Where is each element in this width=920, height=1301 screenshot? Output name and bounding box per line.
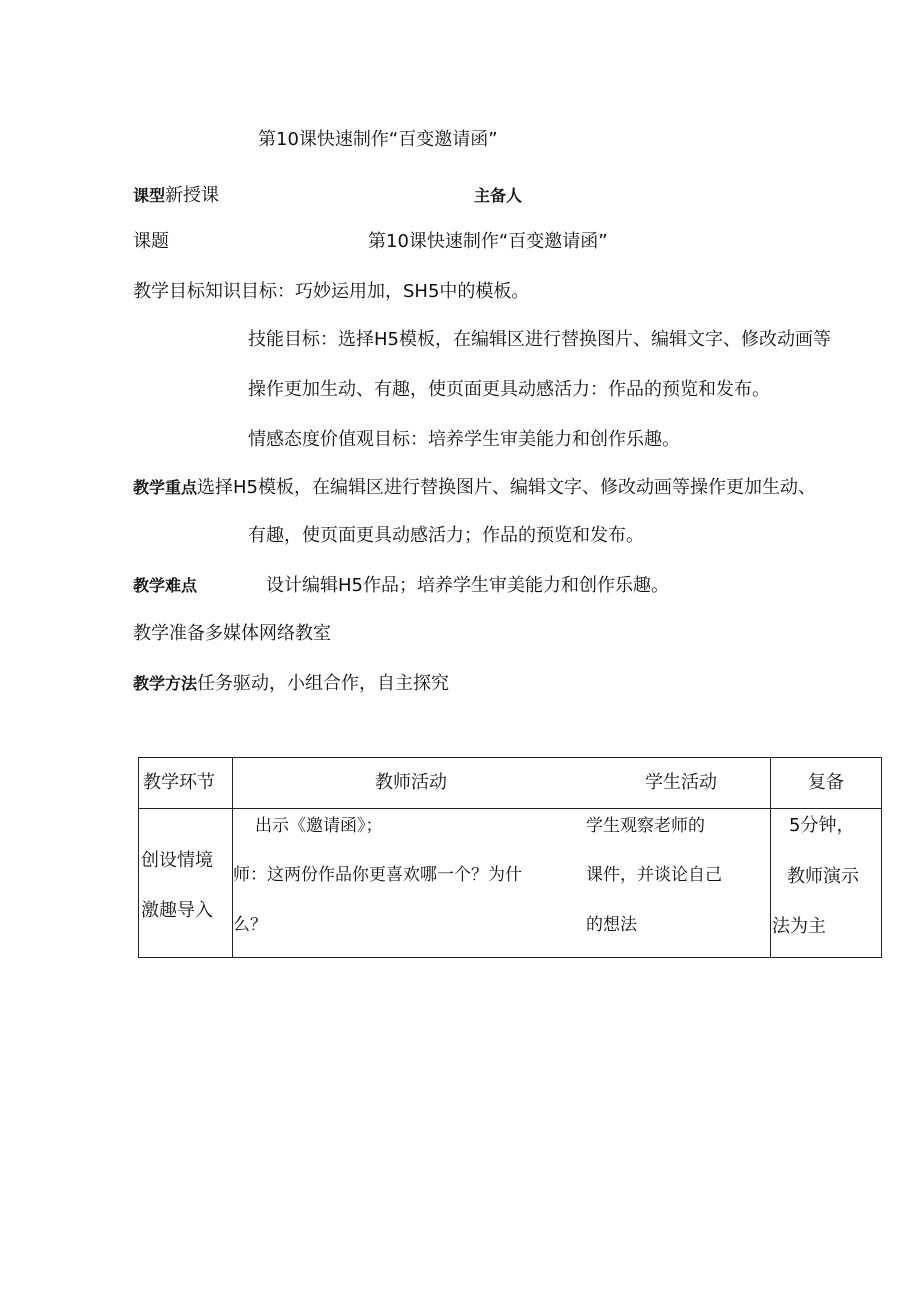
lesson-type-label: 课型 xyxy=(133,186,166,205)
goal-skill-line-1: 技能目标：选择H5模板，在编辑区进行替换图片、编辑文字、修改动画等 xyxy=(248,329,831,350)
goal-knowledge-line xyxy=(133,280,529,304)
student-line-2: 课件，并谈论自己 xyxy=(586,865,722,885)
header-activity-cell xyxy=(232,757,771,809)
row-note-cell xyxy=(770,808,882,958)
difficulty-text: 设计编辑H5作品；培养学生审美能力和创作乐趣。 xyxy=(266,575,669,596)
preparation-line xyxy=(133,622,331,646)
note-line-1: 5分钟， xyxy=(789,815,855,836)
row-stage-line-2: 激趣导入 xyxy=(141,900,213,921)
preparation-label: 教学准备 xyxy=(133,623,205,644)
note-line-3: 法为主 xyxy=(772,916,826,937)
lesson-type-value: 新授课 xyxy=(165,185,220,206)
row-activity-cell xyxy=(232,808,771,958)
lesson-table xyxy=(138,757,882,958)
topic-label: 课题 xyxy=(133,231,169,252)
difficulty-label: 教学难点 xyxy=(133,576,198,595)
focus-line-2: 有趣，使页面更具动感活力；作品的预览和发布。 xyxy=(248,525,644,546)
preparer-label: 主备人 xyxy=(474,186,523,205)
document-title: 第10课快速制作“百变邀请函” xyxy=(258,129,498,150)
student-line-1: 学生观察老师的 xyxy=(586,816,705,836)
focus-line-1 xyxy=(133,476,816,500)
lesson-type xyxy=(133,184,219,208)
method-label: 教学方法 xyxy=(133,674,198,693)
teacher-line-3: 么？ xyxy=(233,915,267,935)
header-teacher: 教师活动 xyxy=(375,772,447,793)
preparation-text: 多媒体网络教室 xyxy=(205,623,331,644)
goal-skill-line-2: 操作更加生动、有趣，使页面更具动感活力：作品的预览和发布。 xyxy=(248,379,770,400)
teacher-line-1: 出示《邀请函》； xyxy=(255,816,383,836)
teacher-line-2: 师：这两份作品你更喜欢哪一个？为什 xyxy=(233,865,522,885)
header-student: 学生活动 xyxy=(645,772,717,793)
header-stage-cell xyxy=(138,757,233,809)
student-line-3: 的想法 xyxy=(586,915,637,935)
header-note-cell xyxy=(770,757,882,809)
header-note: 复备 xyxy=(808,772,844,793)
note-line-2: 教师演示 xyxy=(787,866,859,887)
goal-knowledge-text: 知识目标：巧妙运用加，SH5中的模板。 xyxy=(205,281,530,302)
focus-text-1: 选择H5模板，在编辑区进行替换图片、编辑文字、修改动画等操作更加生动、 xyxy=(197,477,816,498)
method-line xyxy=(133,672,449,696)
row-stage-cell xyxy=(138,808,233,958)
header-stage: 教学环节 xyxy=(143,772,215,793)
focus-label: 教学重点 xyxy=(133,478,198,497)
goal-emotion-line: 情感态度价值观目标：培养学生审美能力和创作乐趣。 xyxy=(248,429,680,450)
goals-label: 教学目标 xyxy=(133,281,205,302)
topic-value: 第10课快速制作“百变邀请函” xyxy=(368,231,608,252)
method-text: 任务驱动，小组合作，自主探究 xyxy=(197,673,450,694)
row-stage-line-1: 创设情境 xyxy=(141,850,213,871)
